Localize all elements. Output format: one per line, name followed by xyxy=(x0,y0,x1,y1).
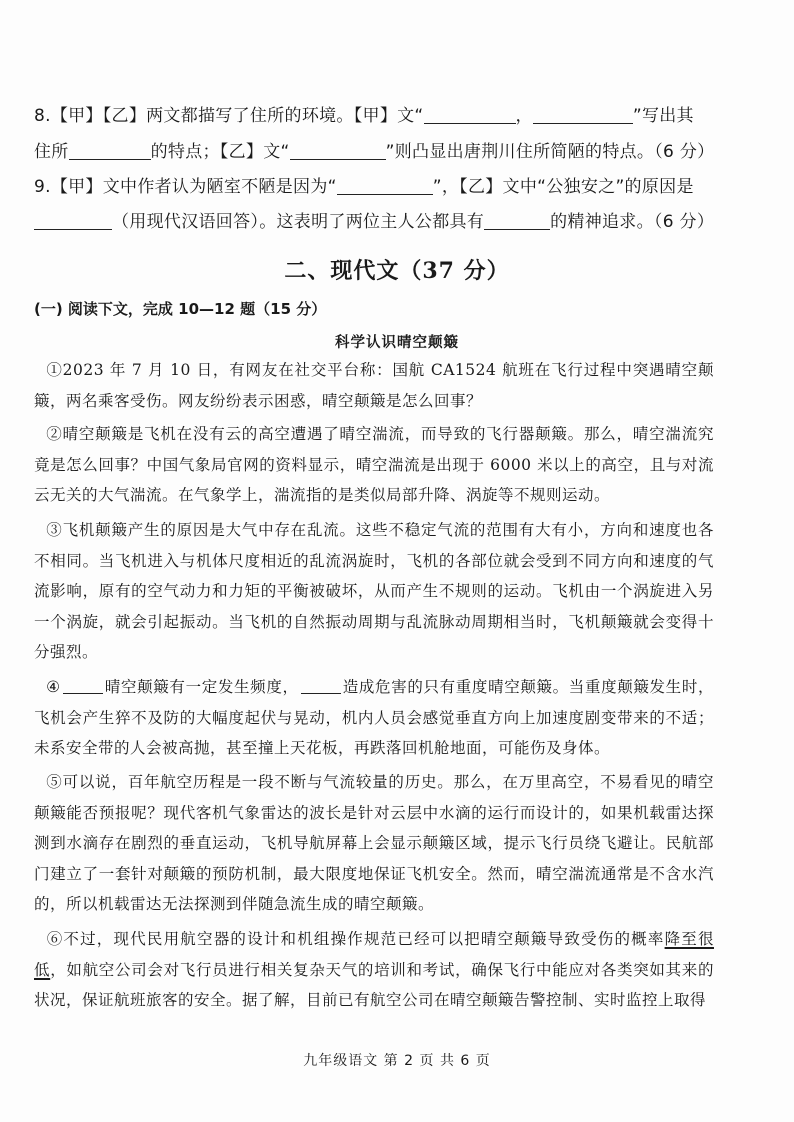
answer-blank[interactable] xyxy=(69,141,151,160)
paragraph-2 xyxy=(34,419,714,511)
q8-text-c: 住所 xyxy=(34,142,69,162)
q9-text-c: （用现代汉语回答）。这表明了两位主人公都具有 xyxy=(112,212,485,232)
question-8-line-2 xyxy=(34,140,724,164)
paragraph-5-text: ⑤可以说，百年航空历程是一段不断与气流较量的历史。那么，在万里高空，不易看见的晴空颠簸能否预报呢？现代客机气象雷达的波长是针对云层中水滴的运行而设计的，如果机载雷达探测到水滴存在剧烈的垂直运动，飞机导航屏幕上会显示颠簸区域，提示飞行员绕飞避让。民航部门建立了一套针对颠簸的预防机制，最大限度地保证飞机安全。然而，晴空湍流通常是不含水汽的，所以机载雷达无法探测到伴随急流生成的晴空颠簸。 xyxy=(34,773,714,913)
paragraph-4-number: ④ xyxy=(46,678,61,696)
page-footer: 九年级语文 第 2 页 共 6 页 xyxy=(303,1053,491,1069)
fill-in-blank-1[interactable] xyxy=(63,679,103,694)
q8-text-d: 的特点；【乙】文“ xyxy=(150,142,290,162)
paragraph-2-text: ②晴空颠簸是飞机在没有云的高空遭遇了晴空湍流，而导致的飞行器颠簸。那么，晴空湍流究竟是怎么回事？中国气象局官网的资料显示，晴空湍流是出现于 6000 米以上的高空，且与对流云无关的大气湍流。在气象学上，湍流指的是类似局部升降、涡旋等不规则运动。 xyxy=(34,425,714,504)
q8-separator: ， xyxy=(515,106,533,126)
article-title: 科学认识晴空颠簸 xyxy=(335,334,459,351)
answer-blank[interactable] xyxy=(290,141,386,160)
answer-blank[interactable] xyxy=(337,176,433,195)
q8-text-a: 8.【甲】【乙】两文都描写了住所的环境。【甲】文“ xyxy=(34,106,424,126)
answer-blank[interactable] xyxy=(484,211,550,230)
paragraph-3-text: ③飞机颠簸产生的原因是大气中存在乱流。这些不稳定气流的范围有大有小，方向和速度也各不相同。当飞机进入与机体尺度相近的乱流涡旋时，飞机的各部位就会受到不同方向和速度的气流影响，原有的空气动力和力矩的平衡被破坏，从而产生不规则的运动。飞机由一个涡旋进入另一个涡旋，就会引起振动。当飞机的自然振动周期与乱流脉动周期相当时，飞机颠簸就会变得十分强烈。 xyxy=(34,521,714,661)
paragraph-6-text-b: ，如航空公司会对飞行员进行相关复杂天气的培训和考试，确保飞行中能应对各类突如其来的状况，保证航班旅客的安全。据了解，目前已有航空公司在晴空颠簸告警控制、实时监控上取得 xyxy=(34,960,714,1009)
question-9-line-1 xyxy=(34,175,724,199)
subsection-heading: (一) 阅读下文，完成 10—12 题（15 分） xyxy=(34,300,327,318)
answer-blank[interactable] xyxy=(424,105,516,124)
q8-text-e: ”则凸显出唐荆川住所简陋的特点。（6 分） xyxy=(385,142,715,162)
paragraph-4-text-b: 造成危害的只有重度晴空颠簸。当重度颠簸发生时，飞机会产生猝不及防的大幅度起伏与晃动，机内人员会感觉垂直方向上加速度剧变带来的不适；未系安全带的人会被高抛，甚至撞上天花板，再跌落回机舱地面，可能伤及身体。 xyxy=(34,678,714,757)
q9-text-d: 的精神追求。（6 分） xyxy=(550,212,715,232)
paragraph-1-text: ①2023 年 7 月 10 日，有网友在社交平台称：国航 CA1524 航班在飞行过程中突遇晴空颠簸，两名乘客受伤。网友纷纷表示困惑，晴空颠簸是怎么回事？ xyxy=(34,361,714,410)
paragraph-6-text-a: ⑥不过，现代民用航空器的设计和机组操作规范已经可以把晴空颠簸导致受伤的概率 xyxy=(46,930,665,948)
underlined-phrase: 降至很低 xyxy=(34,930,714,979)
q8-text-b: ”写出其 xyxy=(632,106,694,126)
fill-in-blank-2[interactable] xyxy=(301,679,341,694)
paragraph-4-text-a: 晴空颠簸有一定发生频度， xyxy=(104,678,299,696)
paragraph-4 xyxy=(34,672,714,764)
paragraph-3 xyxy=(34,515,714,668)
section-title: 二、现代文（37 分） xyxy=(284,258,510,284)
question-8-line-1 xyxy=(34,104,724,128)
answer-blank[interactable] xyxy=(533,105,633,124)
answer-blank[interactable] xyxy=(34,211,112,230)
paragraph-1 xyxy=(34,355,714,416)
q9-text-b: ”，【乙】文中“公独安之”的原因是 xyxy=(432,177,694,197)
question-9-line-2 xyxy=(34,210,724,234)
paragraph-6 xyxy=(34,924,714,1016)
paragraph-5 xyxy=(34,767,714,920)
q9-text-a: 9.【甲】文中作者认为陋室不陋是因为“ xyxy=(34,177,337,197)
